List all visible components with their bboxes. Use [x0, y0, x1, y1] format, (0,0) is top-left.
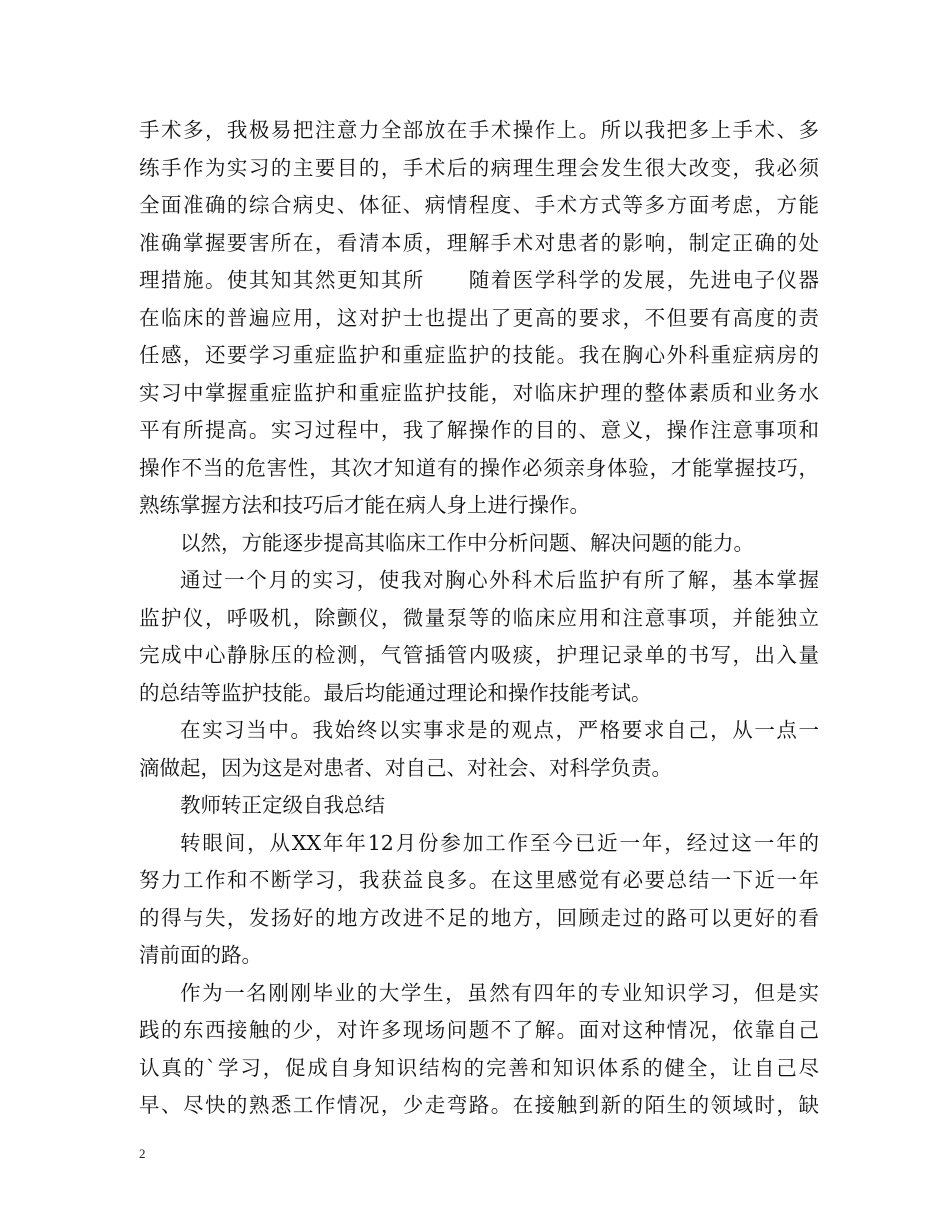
text-line: 在实习当中。我始终以实事求是的观点，严格要求自己，从一点一: [180, 718, 819, 742]
text-line: 以然，方能逐步提高其临床工作中分析问题、解决问题的能力。: [180, 530, 754, 555]
text-line: 转眼间，从XX年年12月份参加工作至今已近一年，经过这一年的: [180, 830, 819, 855]
text-line: 监护仪，呼吸机，除颤仪，微量泵等的临床应用和注意事项，并能独立: [139, 605, 819, 630]
text-line: 理措施。使其知其然更知其所 随着医学科学的发展，先进电子仪器: [139, 268, 819, 292]
text-line: 熟练掌握方法和技巧后才能在病人身上进行操作。: [139, 493, 590, 517]
text-line: 手术多，我极易把注意力全部放在手术操作上。所以我把多上手术、多: [139, 118, 819, 142]
text-line: 早、尽快的熟悉工作情况，少走弯路。在接触到新的陌生的领域时，缺: [139, 1093, 819, 1117]
text-line: 操作不当的危害性，其次才知道有的操作必须亲身体验，才能掌握技巧，: [139, 455, 819, 480]
text-line: 作为一名刚刚毕业的大学生，虽然有四年的专业知识学习，但是实: [180, 980, 819, 1005]
text-line: 认真的`学习，促成自身知识结构的完善和知识体系的健全，让自己尽: [139, 1055, 819, 1080]
text-line: 的得与失，发扬好的地方改进不足的地方，回顾走过的路可以更好的看: [139, 905, 819, 930]
section-heading: 教师转正定级自我总结: [180, 793, 385, 817]
text-line: 准确掌握要害所在，看清本质，理解手术对患者的影响，制定正确的处: [139, 230, 819, 255]
text-line: 践的东西接触的少，对许多现场问题不了解。面对这种情况，依靠自己: [139, 1018, 819, 1042]
text-line: 实习中掌握重症监护和重症监护技能，对临床护理的整体素质和业务水: [139, 380, 819, 405]
page-number: 2: [139, 1146, 146, 1161]
text-line: 通过一个月的实习，使我对胸心外科术后监护有所了解，基本掌握: [180, 568, 819, 592]
text-line: 平有所提高。实习过程中，我了解操作的目的、意义，操作注意事项和: [139, 418, 819, 442]
text-line: 努力工作和不断学习，我获益良多。在这里感觉有必要总结一下近一年: [139, 868, 819, 892]
text-line: 完成中心静脉压的检测，气管插管内吸痰，护理记录单的书写，出入量: [139, 643, 819, 667]
text-line: 在临床的普遍应用，这对护士也提出了更高的要求，不但要有高度的责: [139, 305, 819, 330]
body-text: [139, 112, 819, 1125]
text-line: 任感，还要学习重症监护和重症监护的技能。我在胸心外科重症病房的: [139, 343, 819, 367]
text-line: 的总结等监护技能。最后均能通过理论和操作技能考试。: [139, 680, 652, 705]
text-line: 全面准确的综合病史、体征、病情程度、手术方式等多方面考虑，方能: [139, 193, 819, 217]
text-line: 滴做起，因为这是对患者、对自己、对社会、对科学负责。: [139, 755, 672, 780]
text-line: 练手作为实习的主要目的，手术后的病理生理会发生很大改变，我必须: [139, 155, 819, 180]
text-line: 清前面的路。: [139, 943, 262, 967]
